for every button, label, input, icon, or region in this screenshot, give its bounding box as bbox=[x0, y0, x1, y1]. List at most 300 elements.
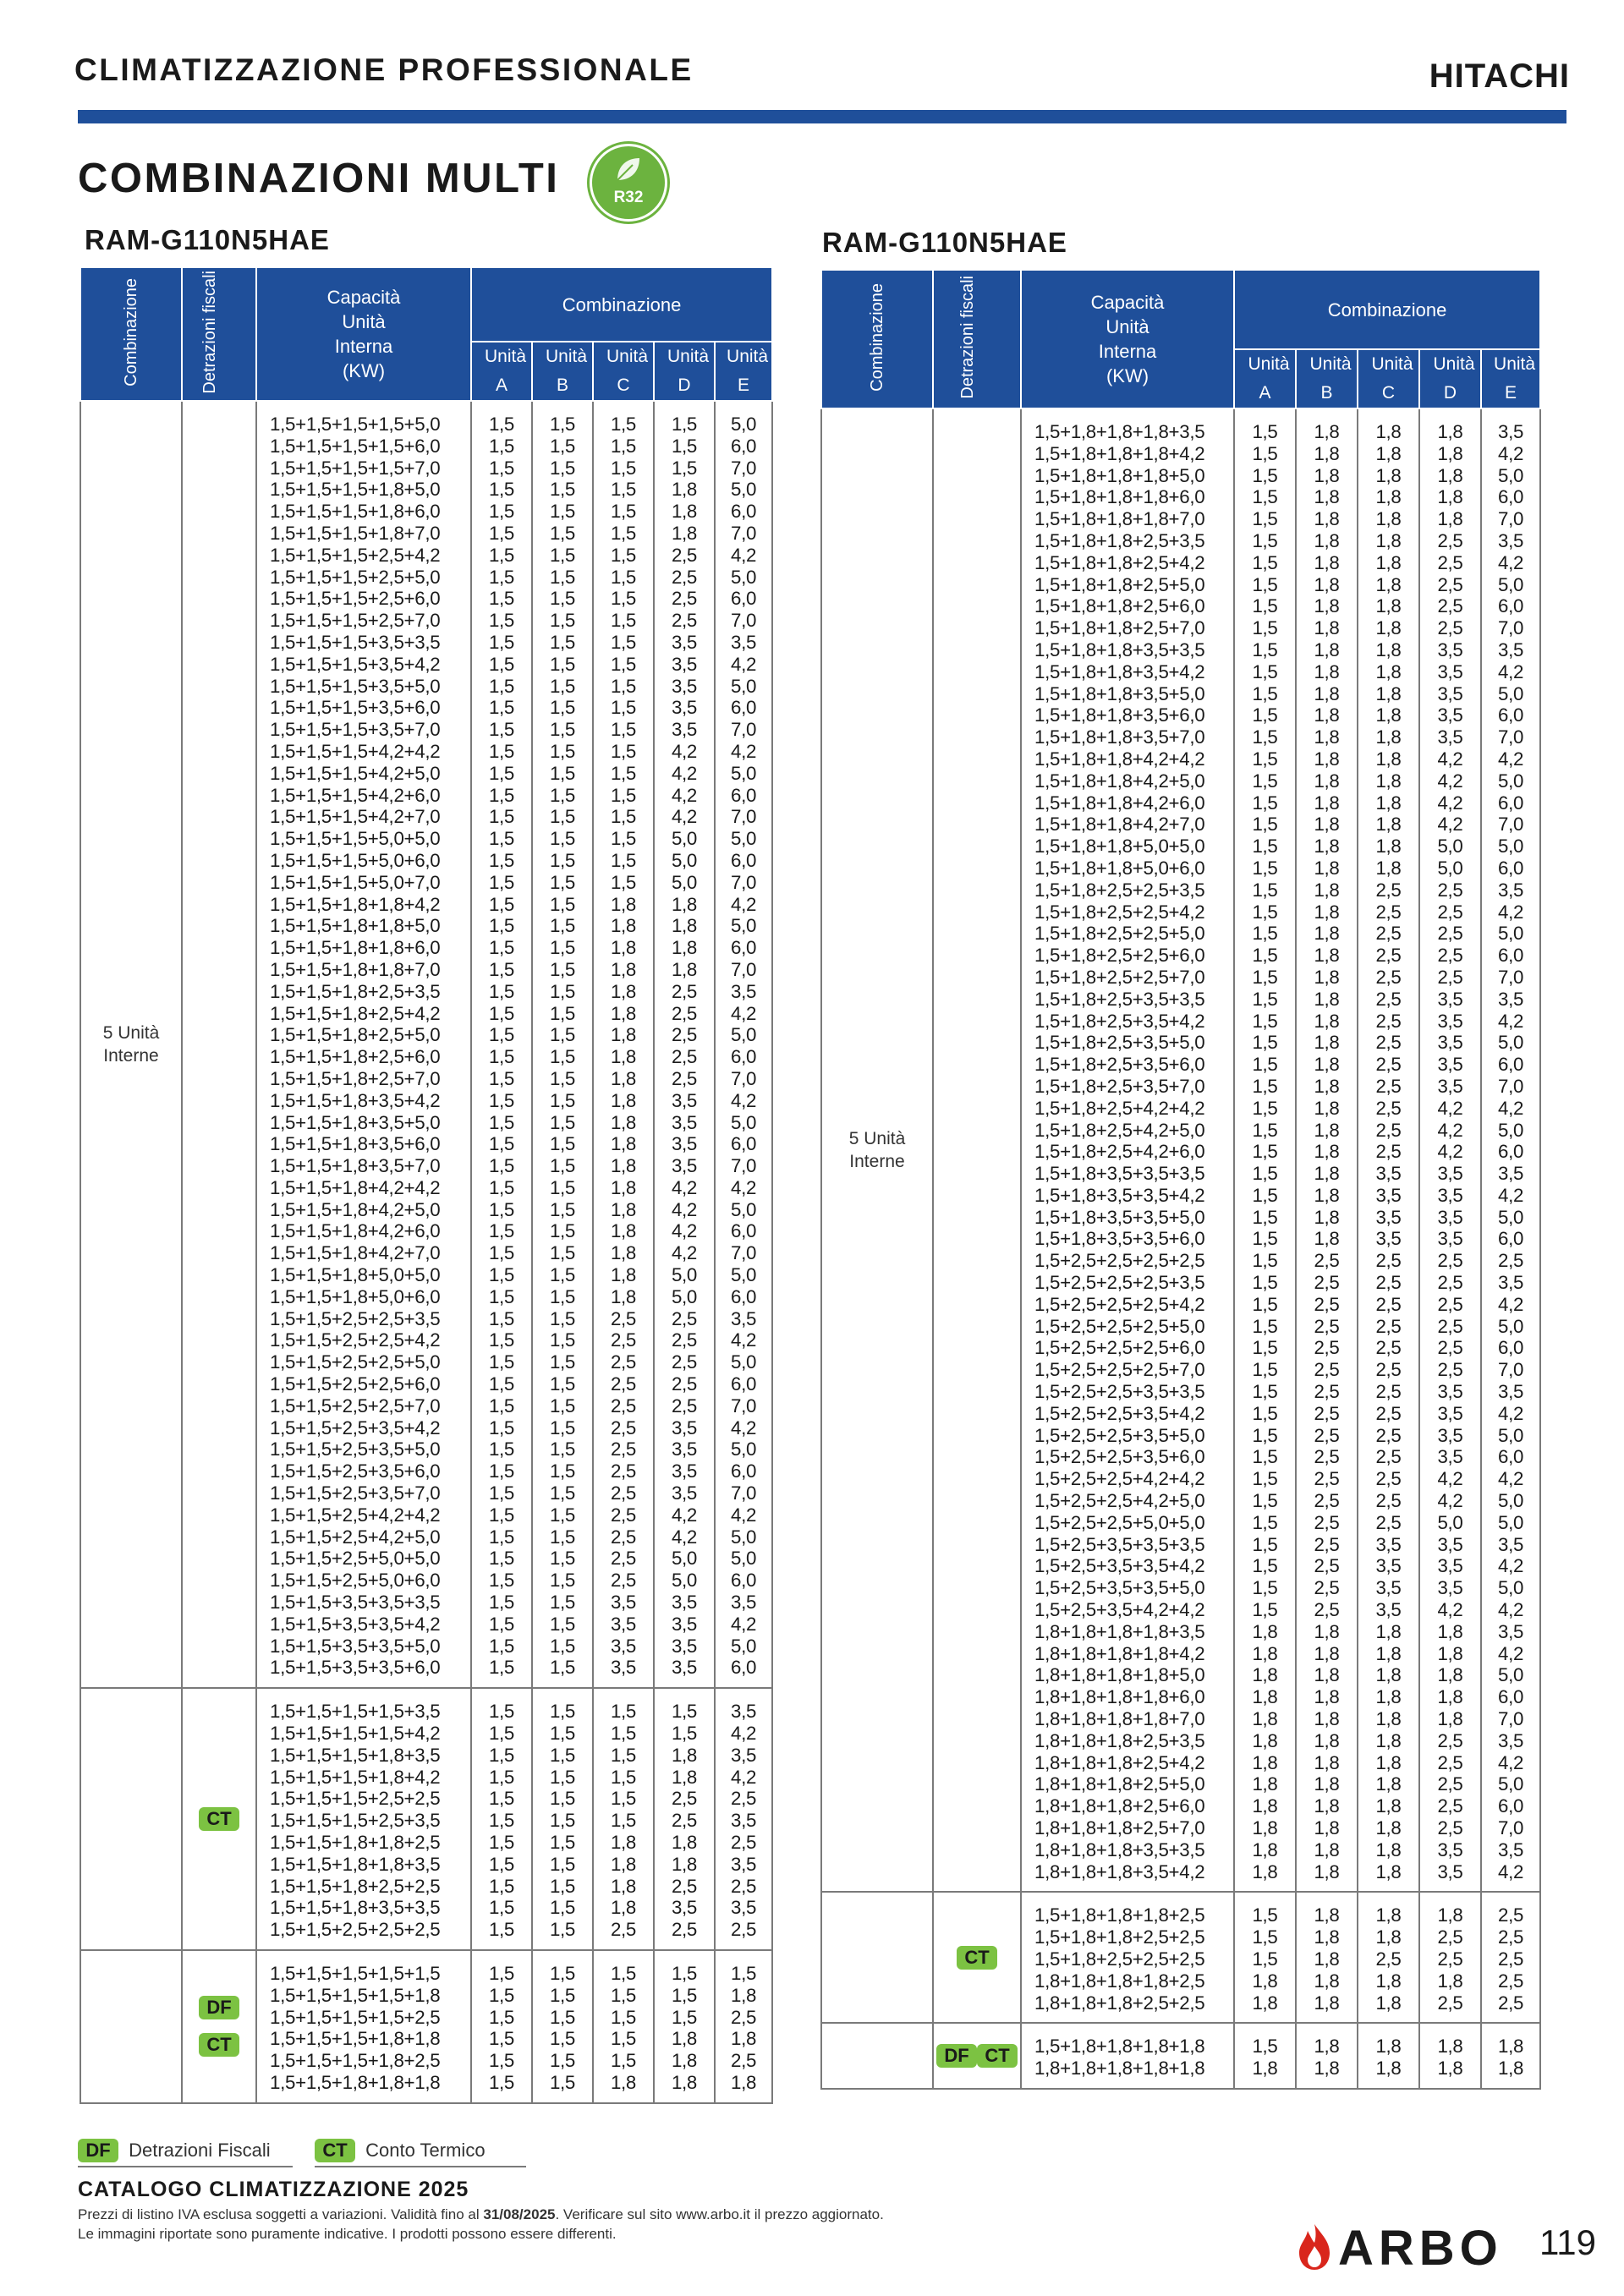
capacity-value: 1,5+1,8+1,8+2,5+7,0 bbox=[1034, 617, 1205, 639]
unit-b-value: 1,5 bbox=[549, 1526, 576, 1548]
capacity-value: 1,5+1,5+1,5+1,5+5,0 bbox=[270, 414, 441, 435]
unit-b-value: 1,8 bbox=[1314, 595, 1340, 617]
unit-b-value: 1,8 bbox=[1314, 1097, 1340, 1119]
unit-c-value: 1,8 bbox=[1375, 814, 1402, 836]
unit-b-value: 2,5 bbox=[1314, 1555, 1340, 1577]
unit-b-value: 1,8 bbox=[1314, 573, 1340, 595]
capacity-value: 1,5+2,5+2,5+2,5+3,5 bbox=[1034, 1272, 1205, 1294]
capacity-value: 1,5+1,5+2,5+2,5+4,2 bbox=[270, 1329, 441, 1351]
unit-b-value: 1,5 bbox=[549, 1089, 576, 1111]
capacity-value: 1,5+1,8+1,8+2,5+3,5 bbox=[1034, 529, 1205, 551]
unit-d-value: 2,5 bbox=[1437, 879, 1463, 901]
unit-a-value: 1,8 bbox=[1252, 1620, 1278, 1642]
unit-e-value: 3,5 bbox=[1497, 1381, 1524, 1403]
capacity-value: 1,5+1,5+1,8+4,2+7,0 bbox=[270, 1242, 441, 1264]
unit-e-value: 5,0 bbox=[730, 762, 757, 784]
capacity-cell bbox=[1021, 1892, 1234, 2023]
unit-c-value: 1,5 bbox=[610, 414, 637, 435]
unit-c-value: 1,5 bbox=[610, 762, 637, 784]
header-detrazioni: Detrazioni fiscali bbox=[182, 267, 256, 401]
unit-a-value: 1,5 bbox=[488, 1984, 515, 2006]
unit-e-value: 1,8 bbox=[730, 2028, 757, 2050]
unit-a-value: 1,5 bbox=[1252, 1075, 1278, 1097]
unit-e-value: 4,2 bbox=[730, 1176, 757, 1198]
unit-e-value: 4,2 bbox=[1497, 660, 1524, 682]
unit-d-value: 3,5 bbox=[1437, 1860, 1463, 1882]
arbo-flame-icon bbox=[1296, 2222, 1333, 2271]
unit-b-value: 1,8 bbox=[1314, 1642, 1340, 1664]
unit-d-value: 3,5 bbox=[671, 653, 698, 675]
unit-e-value: 4,2 bbox=[1497, 1860, 1524, 1882]
unit-a-value: 1,5 bbox=[1252, 1293, 1278, 1315]
unit-d-value: 3,5 bbox=[1437, 1424, 1463, 1446]
unit-c-value: 1,8 bbox=[1375, 682, 1402, 704]
unit-d-value: 2,5 bbox=[671, 1307, 698, 1329]
capacity-value: 1,5+1,8+2,5+2,5+4,2 bbox=[1034, 901, 1205, 923]
unit-a-value: 1,5 bbox=[1252, 726, 1278, 748]
unit-e-value: 4,2 bbox=[1497, 1599, 1524, 1621]
capacity-value: 1,5+1,5+1,5+5,0+5,0 bbox=[270, 828, 441, 850]
unit-d-value: 1,8 bbox=[1437, 1904, 1463, 1926]
capacity-value: 1,5+1,5+1,8+3,5+4,2 bbox=[270, 1089, 441, 1111]
capacity-value: 1,5+1,5+1,8+2,5+2,5 bbox=[270, 1875, 441, 1897]
unit-b-value: 1,8 bbox=[1314, 792, 1340, 814]
unit-e-value: 7,0 bbox=[1497, 1708, 1524, 1730]
unit-c-value: 1,8 bbox=[1375, 551, 1402, 573]
unit-c-value: 2,5 bbox=[1375, 1075, 1402, 1097]
unit-e-cell bbox=[715, 1688, 772, 1950]
unit-b-value: 1,8 bbox=[1314, 1141, 1340, 1163]
unit-d-value: 3,5 bbox=[671, 1613, 698, 1635]
capacity-value: 1,5+1,5+1,5+1,5+6,0 bbox=[270, 435, 441, 457]
capacity-value: 1,5+2,5+3,5+4,2+4,2 bbox=[1034, 1599, 1205, 1621]
unit-e-value: 6,0 bbox=[730, 1133, 757, 1155]
unit-d-value: 2,5 bbox=[1437, 1315, 1463, 1337]
unit-e-value: 5,0 bbox=[1497, 836, 1524, 858]
unit-d-value: 3,5 bbox=[671, 1482, 698, 1504]
unit-c-cell bbox=[1358, 2023, 1419, 2089]
unit-d-value: 3,5 bbox=[671, 1155, 698, 1177]
unit-b-value: 2,5 bbox=[1314, 1402, 1340, 1424]
unit-c-value: 1,8 bbox=[1375, 638, 1402, 660]
unit-a-value: 1,5 bbox=[488, 1155, 515, 1177]
unit-c-cell bbox=[1358, 408, 1419, 1892]
unit-c-value: 1,5 bbox=[610, 631, 637, 653]
unit-d-value: 2,5 bbox=[671, 566, 698, 588]
unit-e-value: 6,0 bbox=[730, 697, 757, 719]
combination-label: 5 Unità Interne bbox=[848, 1129, 906, 1172]
capacity-value: 1,5+1,5+2,5+2,5+2,5 bbox=[270, 1919, 441, 1941]
unit-a-value: 1,8 bbox=[1252, 1817, 1278, 1838]
unit-a-value: 1,5 bbox=[1252, 1228, 1278, 1250]
unit-b-value: 1,8 bbox=[1314, 726, 1340, 748]
unit-a-value: 1,8 bbox=[1252, 1992, 1278, 2014]
unit-a-value: 1,5 bbox=[1252, 1533, 1278, 1555]
table-row bbox=[80, 1950, 772, 2103]
unit-c-value: 3,5 bbox=[1375, 1599, 1402, 1621]
unit-d-value: 3,5 bbox=[1437, 1228, 1463, 1250]
unit-e-value: 5,0 bbox=[1497, 464, 1524, 486]
capacity-value: 1,5+1,5+1,5+1,8+3,5 bbox=[270, 1744, 441, 1766]
header-unit-d: Unità D bbox=[1419, 349, 1481, 408]
unit-d-value: 4,2 bbox=[671, 1220, 698, 1242]
unit-b-value: 1,8 bbox=[1314, 1163, 1340, 1185]
unit-b-value: 1,8 bbox=[1314, 529, 1340, 551]
unit-c-value: 2,5 bbox=[1375, 1315, 1402, 1337]
capacity-value: 1,5+1,5+1,5+2,5+5,0 bbox=[270, 566, 441, 588]
unit-d-value: 3,5 bbox=[1437, 726, 1463, 748]
unit-e-value: 4,2 bbox=[1497, 1555, 1524, 1577]
unit-e-value: 4,2 bbox=[730, 740, 757, 762]
unit-d-value: 2,5 bbox=[671, 1024, 698, 1046]
capacity-value: 1,5+1,5+1,5+1,5+1,5 bbox=[270, 1962, 441, 1984]
capacity-value: 1,5+1,8+1,8+3,5+6,0 bbox=[1034, 704, 1205, 726]
unit-e-value: 5,0 bbox=[1497, 1119, 1524, 1141]
unit-c-value: 2,5 bbox=[1375, 1097, 1402, 1119]
unit-e-value: 1,8 bbox=[730, 1984, 757, 2006]
unit-a-value: 1,5 bbox=[1252, 1402, 1278, 1424]
unit-d-value: 5,0 bbox=[671, 1285, 698, 1307]
unit-c-value: 1,8 bbox=[610, 1242, 637, 1264]
unit-c-value: 1,8 bbox=[1375, 1642, 1402, 1664]
leaf-icon bbox=[614, 155, 643, 184]
unit-e-value: 6,0 bbox=[1497, 704, 1524, 726]
unit-b-value: 1,5 bbox=[549, 1504, 576, 1526]
unit-a-value: 1,5 bbox=[488, 958, 515, 980]
unit-d-value: 4,2 bbox=[671, 1198, 698, 1220]
unit-b-value: 1,5 bbox=[549, 457, 576, 479]
unit-b-value: 2,5 bbox=[1314, 1337, 1340, 1359]
capacity-value: 1,5+1,8+1,8+1,8+6,0 bbox=[1034, 486, 1205, 508]
unit-d-value: 3,5 bbox=[1437, 1010, 1463, 1032]
unit-c-value: 2,5 bbox=[1375, 879, 1402, 901]
capacity-value: 1,5+2,5+2,5+2,5+5,0 bbox=[1034, 1315, 1205, 1337]
unit-a-cell bbox=[471, 401, 532, 1688]
unit-b-value: 1,5 bbox=[549, 740, 576, 762]
capacity-value: 1,5+1,8+2,5+2,5+6,0 bbox=[1034, 945, 1205, 967]
unit-b-value: 1,5 bbox=[549, 806, 576, 828]
unit-b-value: 2,5 bbox=[1314, 1533, 1340, 1555]
unit-e-value: 4,2 bbox=[730, 1329, 757, 1351]
unit-c-value: 1,8 bbox=[610, 980, 637, 1002]
unit-b-value: 2,5 bbox=[1314, 1490, 1340, 1512]
capacity-cell bbox=[1021, 408, 1234, 1892]
ct-badge: CT bbox=[199, 1807, 239, 1831]
unit-e-value: 7,0 bbox=[1497, 814, 1524, 836]
unit-d-value: 2,5 bbox=[671, 1395, 698, 1417]
unit-b-value: 1,8 bbox=[1314, 1904, 1340, 1926]
unit-c-value: 1,8 bbox=[1375, 1751, 1402, 1773]
capacity-value: 1,5+1,5+1,5+4,2+7,0 bbox=[270, 806, 441, 828]
unit-b-value: 1,5 bbox=[549, 1875, 576, 1897]
df-badge: DF bbox=[199, 1996, 239, 2019]
unit-a-value: 1,5 bbox=[488, 1897, 515, 1919]
unit-e-value: 6,0 bbox=[730, 588, 757, 610]
unit-a-value: 1,5 bbox=[488, 784, 515, 806]
unit-b-value: 1,5 bbox=[549, 784, 576, 806]
unit-c-value: 1,8 bbox=[1375, 704, 1402, 726]
unit-e-value: 5,0 bbox=[1497, 1490, 1524, 1512]
unit-d-value: 2,5 bbox=[1437, 1751, 1463, 1773]
unit-e-value: 7,0 bbox=[1497, 1817, 1524, 1838]
unit-b-value: 1,5 bbox=[549, 1962, 576, 1984]
unit-d-value: 4,2 bbox=[1437, 1599, 1463, 1621]
unit-a-value: 1,5 bbox=[488, 1176, 515, 1198]
unit-d-value: 3,5 bbox=[1437, 1446, 1463, 1468]
combination-cell bbox=[821, 2023, 933, 2089]
unit-a-value: 1,5 bbox=[1252, 464, 1278, 486]
unit-b-value: 1,5 bbox=[549, 1198, 576, 1220]
unit-a-value: 1,5 bbox=[1252, 792, 1278, 814]
unit-c-value: 1,8 bbox=[610, 1089, 637, 1111]
unit-d-value: 2,5 bbox=[1437, 1817, 1463, 1838]
unit-e-value: 4,2 bbox=[1497, 1184, 1524, 1206]
capacity-value: 1,8+1,8+1,8+2,5+5,0 bbox=[1034, 1773, 1205, 1795]
unit-a-value: 1,5 bbox=[488, 806, 515, 828]
unit-d-value: 2,5 bbox=[671, 1875, 698, 1897]
unit-d-value: 1,8 bbox=[1437, 1642, 1463, 1664]
unit-c-value: 1,5 bbox=[610, 588, 637, 610]
unit-e-value: 1,8 bbox=[1497, 2036, 1524, 2058]
capacity-value: 1,5+1,5+1,5+3,5+4,2 bbox=[270, 653, 441, 675]
unit-d-value: 1,8 bbox=[671, 479, 698, 501]
header-unit-e: Unità E bbox=[715, 342, 772, 401]
unit-e-value: 4,2 bbox=[730, 1613, 757, 1635]
unit-a-value: 1,5 bbox=[1252, 1272, 1278, 1294]
unit-c-value: 1,5 bbox=[610, 1701, 637, 1723]
unit-d-value: 4,2 bbox=[671, 1504, 698, 1526]
legend-ct-label: Conto Termico bbox=[365, 2140, 486, 2161]
unit-c-value: 1,8 bbox=[1375, 1620, 1402, 1642]
capacity-value: 1,8+1,8+1,8+1,8+5,0 bbox=[1034, 1664, 1205, 1686]
unit-d-value: 3,5 bbox=[671, 719, 698, 741]
unit-e-value: 1,8 bbox=[1497, 2058, 1524, 2080]
unit-c-value: 3,5 bbox=[1375, 1163, 1402, 1185]
combination-label: 5 Unità Interne bbox=[102, 1023, 160, 1066]
unit-a-value: 1,5 bbox=[488, 566, 515, 588]
unit-b-value: 1,5 bbox=[549, 1657, 576, 1679]
unit-e-value: 6,0 bbox=[730, 784, 757, 806]
unit-d-value: 3,5 bbox=[1437, 1075, 1463, 1097]
capacity-value: 1,5+1,8+1,8+5,0+6,0 bbox=[1034, 857, 1205, 879]
unit-c-value: 1,8 bbox=[1375, 1729, 1402, 1751]
header-unit-a: Unità A bbox=[1234, 349, 1296, 408]
capacity-value: 1,5+1,8+1,8+1,8+2,5 bbox=[1034, 1904, 1205, 1926]
unit-c-value: 1,5 bbox=[610, 479, 637, 501]
unit-c-value: 3,5 bbox=[1375, 1206, 1402, 1228]
unit-c-value: 1,8 bbox=[1375, 836, 1402, 858]
unit-e-value: 3,5 bbox=[1497, 529, 1524, 551]
unit-d-value: 1,8 bbox=[671, 2071, 698, 2093]
capacity-value: 1,5+1,5+1,8+1,8+5,0 bbox=[270, 915, 441, 937]
unit-c-value: 2,5 bbox=[1375, 1272, 1402, 1294]
unit-e-value: 5,0 bbox=[1497, 682, 1524, 704]
unit-e-cell bbox=[715, 401, 772, 1688]
unit-d-value: 3,5 bbox=[671, 1111, 698, 1133]
unit-b-value: 1,5 bbox=[549, 1744, 576, 1766]
unit-b-value: 1,5 bbox=[549, 980, 576, 1002]
unit-e-value: 3,5 bbox=[730, 1810, 757, 1832]
unit-c-value: 1,5 bbox=[610, 828, 637, 850]
unit-c-value: 1,8 bbox=[610, 1176, 637, 1198]
unit-d-value: 2,5 bbox=[1437, 1948, 1463, 1970]
unit-e-value: 6,0 bbox=[1497, 857, 1524, 879]
left-model-title: RAM-G110N5HAE bbox=[85, 224, 330, 255]
unit-d-value: 1,8 bbox=[671, 1853, 698, 1875]
capacity-value: 1,5+1,8+1,8+1,8+4,2 bbox=[1034, 442, 1205, 464]
unit-a-value: 1,5 bbox=[488, 1373, 515, 1395]
capacity-value: 1,5+1,5+2,5+3,5+6,0 bbox=[270, 1460, 441, 1482]
unit-e-value: 4,2 bbox=[1497, 1642, 1524, 1664]
unit-c-value: 1,8 bbox=[1375, 529, 1402, 551]
unit-a-value: 1,8 bbox=[1252, 1970, 1278, 1992]
unit-b-value: 1,8 bbox=[1314, 1119, 1340, 1141]
unit-d-value: 3,5 bbox=[1437, 704, 1463, 726]
unit-d-value: 4,2 bbox=[671, 1176, 698, 1198]
unit-a-value: 1,5 bbox=[488, 1264, 515, 1286]
unit-e-value: 4,2 bbox=[1497, 1293, 1524, 1315]
capacity-value: 1,5+1,5+2,5+4,2+5,0 bbox=[270, 1526, 441, 1548]
unit-e-value: 3,5 bbox=[1497, 988, 1524, 1010]
unit-c-value: 1,5 bbox=[610, 675, 637, 697]
unit-a-cell bbox=[1234, 408, 1296, 1892]
unit-e-value: 6,0 bbox=[1497, 1686, 1524, 1708]
unit-a-value: 1,5 bbox=[1252, 638, 1278, 660]
unit-c-value: 1,8 bbox=[1375, 421, 1402, 442]
unit-e-value: 7,0 bbox=[730, 719, 757, 741]
unit-c-value: 1,5 bbox=[610, 1962, 637, 1984]
unit-c-value: 2,5 bbox=[610, 1548, 637, 1570]
unit-a-value: 1,5 bbox=[1252, 573, 1278, 595]
table-section bbox=[821, 2023, 1540, 2089]
unit-b-value: 1,8 bbox=[1314, 2036, 1340, 2058]
unit-d-value: 3,5 bbox=[1437, 988, 1463, 1010]
unit-e-value: 4,2 bbox=[1497, 551, 1524, 573]
unit-b-value: 1,5 bbox=[549, 1832, 576, 1853]
unit-d-value: 1,5 bbox=[671, 1701, 698, 1723]
unit-b-value: 1,8 bbox=[1314, 486, 1340, 508]
unit-d-value: 3,5 bbox=[1437, 660, 1463, 682]
capacity-value: 1,5+1,8+1,8+2,5+6,0 bbox=[1034, 595, 1205, 617]
unit-c-value: 2,5 bbox=[1375, 923, 1402, 945]
left-combination-table bbox=[80, 266, 773, 2104]
capacity-cell bbox=[256, 401, 471, 1688]
unit-a-value: 1,5 bbox=[1252, 1948, 1278, 1970]
unit-e-value: 3,5 bbox=[1497, 1838, 1524, 1860]
unit-d-value: 4,2 bbox=[671, 740, 698, 762]
unit-b-value: 1,8 bbox=[1314, 682, 1340, 704]
unit-a-value: 1,8 bbox=[1252, 1729, 1278, 1751]
unit-b-value: 1,5 bbox=[549, 1285, 576, 1307]
fiscal-badges-cell bbox=[933, 408, 1021, 1892]
fiscal-badges-cell bbox=[182, 401, 256, 1688]
unit-c-value: 1,8 bbox=[1375, 1708, 1402, 1730]
capacity-value: 1,5+1,5+1,8+4,2+5,0 bbox=[270, 1198, 441, 1220]
combination-cell bbox=[821, 408, 933, 1892]
unit-b-value: 1,5 bbox=[549, 610, 576, 632]
df-badge: DF bbox=[78, 2139, 118, 2162]
unit-a-value: 1,5 bbox=[488, 1526, 515, 1548]
unit-e-value: 3,5 bbox=[1497, 1620, 1524, 1642]
capacity-value: 1,5+1,5+1,5+4,2+6,0 bbox=[270, 784, 441, 806]
unit-c-value: 2,5 bbox=[610, 1504, 637, 1526]
capacity-value: 1,8+1,8+1,8+3,5+3,5 bbox=[1034, 1838, 1205, 1860]
unit-b-value: 1,5 bbox=[549, 479, 576, 501]
unit-a-value: 1,8 bbox=[1252, 1664, 1278, 1686]
unit-a-value: 1,5 bbox=[488, 1504, 515, 1526]
unit-d-value: 2,5 bbox=[1437, 573, 1463, 595]
unit-d-value: 2,5 bbox=[671, 1046, 698, 1068]
unit-d-value: 4,2 bbox=[671, 1242, 698, 1264]
legend-underline bbox=[315, 2166, 526, 2167]
unit-d-value: 4,2 bbox=[1437, 748, 1463, 770]
unit-b-value: 1,5 bbox=[549, 697, 576, 719]
capacity-value: 1,5+2,5+2,5+2,5+2,5 bbox=[1034, 1250, 1205, 1272]
capacity-value: 1,5+1,8+2,5+2,5+2,5 bbox=[1034, 1948, 1205, 1970]
unit-d-value: 4,2 bbox=[671, 762, 698, 784]
unit-a-value: 1,5 bbox=[488, 762, 515, 784]
unit-b-value: 1,5 bbox=[549, 675, 576, 697]
unit-c-value: 1,8 bbox=[610, 1155, 637, 1177]
unit-a-value: 1,5 bbox=[488, 1657, 515, 1679]
unit-a-value: 1,5 bbox=[488, 980, 515, 1002]
capacity-value: 1,5+1,5+1,5+3,5+7,0 bbox=[270, 719, 441, 741]
unit-d-value: 1,8 bbox=[1437, 2036, 1463, 2058]
unit-d-value: 2,5 bbox=[671, 1373, 698, 1395]
unit-c-value: 1,8 bbox=[1375, 508, 1402, 530]
unit-e-value: 5,0 bbox=[1497, 1032, 1524, 1054]
unit-d-value: 3,5 bbox=[1437, 1402, 1463, 1424]
unit-b-value: 2,5 bbox=[1314, 1315, 1340, 1337]
unit-b-value: 1,5 bbox=[549, 1395, 576, 1417]
unit-c-value: 2,5 bbox=[1375, 901, 1402, 923]
unit-d-value: 4,2 bbox=[1437, 1097, 1463, 1119]
unit-d-value: 5,0 bbox=[1437, 1511, 1463, 1533]
unit-a-value: 1,5 bbox=[488, 1875, 515, 1897]
unit-c-value: 1,8 bbox=[1375, 442, 1402, 464]
unit-b-value: 1,8 bbox=[1314, 923, 1340, 945]
unit-d-value: 1,5 bbox=[671, 1984, 698, 2006]
unit-e-value: 5,0 bbox=[1497, 1773, 1524, 1795]
unit-a-value: 1,5 bbox=[488, 849, 515, 871]
unit-e-value: 5,0 bbox=[730, 1438, 757, 1460]
unit-b-value: 1,8 bbox=[1314, 1729, 1340, 1751]
unit-a-value: 1,5 bbox=[488, 1810, 515, 1832]
header-combinazione: Combinazione bbox=[80, 267, 182, 401]
unit-c-value: 1,8 bbox=[1375, 1992, 1402, 2014]
capacity-value: 1,5+1,5+1,8+3,5+7,0 bbox=[270, 1155, 441, 1177]
unit-b-value: 1,5 bbox=[549, 544, 576, 566]
arbo-logo: ARBO bbox=[1338, 2221, 1503, 2276]
unit-b-value: 2,5 bbox=[1314, 1511, 1340, 1533]
unit-c-value: 1,8 bbox=[1375, 1664, 1402, 1686]
unit-d-value: 3,5 bbox=[1437, 1163, 1463, 1185]
unit-e-value: 4,2 bbox=[1497, 1402, 1524, 1424]
unit-b-value: 1,8 bbox=[1314, 464, 1340, 486]
footer-catalog-title: CATALOGO CLIMATIZZAZIONE 2025 bbox=[78, 2178, 469, 2201]
unit-b-value: 1,5 bbox=[549, 1788, 576, 1810]
unit-e-value: 6,0 bbox=[1497, 1795, 1524, 1817]
unit-e-value: 5,0 bbox=[1497, 1206, 1524, 1228]
unit-c-value: 1,8 bbox=[1375, 2036, 1402, 2058]
unit-a-value: 1,5 bbox=[1252, 2036, 1278, 2058]
unit-e-value: 2,5 bbox=[1497, 1970, 1524, 1992]
unit-d-value: 3,5 bbox=[1437, 1577, 1463, 1599]
unit-e-value: 6,0 bbox=[730, 1570, 757, 1592]
unit-b-value: 1,5 bbox=[549, 1592, 576, 1614]
unit-a-value: 1,5 bbox=[488, 1395, 515, 1417]
unit-c-value: 2,5 bbox=[610, 1351, 637, 1373]
